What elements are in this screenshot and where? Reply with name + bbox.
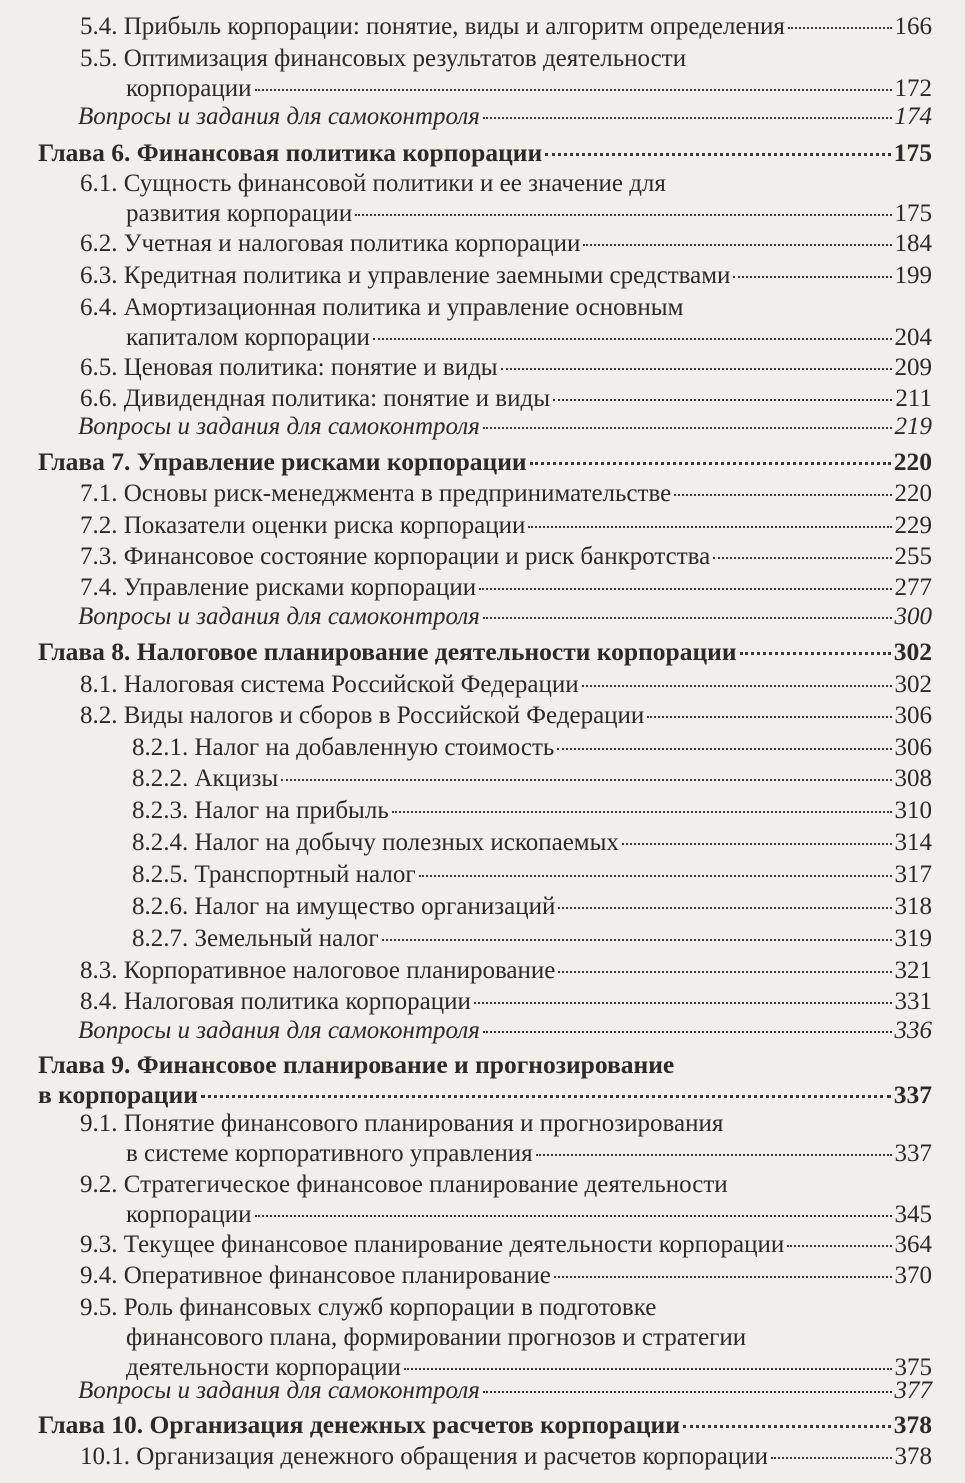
subsection-title: Налог на добычу полезных ископаемых [194,829,619,856]
page-number: 310 [894,797,932,824]
toc-entry-9-5[interactable] [80,1293,932,1383]
subsection-number: 8.2.5. [132,861,189,888]
dot-leader [483,1031,892,1033]
section-title: корпорации [126,75,252,102]
toc-entry-8-2-5[interactable] [132,860,932,890]
section-title: Учетная и налоговая политика корпорации [123,230,581,257]
dot-leader [771,1457,891,1459]
section-number: 7.1. [80,480,118,507]
toc-entry-8-2-7[interactable] [132,924,932,954]
toc-questions-ch8[interactable] [78,1016,932,1046]
page-number: 229 [894,512,932,539]
page-number: 321 [894,957,932,984]
section-number: 5.5. [80,45,118,72]
chapter-title: в корпорации [38,1080,198,1109]
section-title: Виды налогов и сборов в Российской Федерации [123,702,645,729]
section-title-line1: Амортизационная политика и управление основным [123,294,684,321]
dot-leader [683,1425,891,1428]
page-number: 375 [894,1354,932,1381]
section-title: Организация денежного обращения и расчетов корпорации [136,1443,769,1470]
dot-leader [392,811,892,813]
page-number: 306 [894,734,932,761]
dot-leader [545,153,891,156]
toc-entry-6-4[interactable] [80,293,932,353]
section-title: Кредитная политика и управление заемными средствами [123,262,731,289]
dot-leader [528,526,891,528]
page-number: 175 [893,138,932,167]
chapter-title: Глава 6. Финансовая политика корпорации [38,138,543,167]
page-number: 302 [894,671,932,698]
dot-leader [536,1154,892,1156]
section-number: 9.4. [80,1262,118,1289]
section-number: 6.3. [80,262,118,289]
page-number: 199 [894,262,932,289]
dot-leader [558,971,891,973]
page-number: 336 [894,1017,932,1044]
section-title: Основы риск-менеджмента в предпринимательстве [123,480,672,507]
toc-chapter-8[interactable] [38,637,932,667]
chapter-title: Глава 7. Управление рисками корпорации [38,447,527,476]
page-number: 300 [894,603,932,630]
questions-title: Вопросы и задания для самоконтроля [78,603,480,630]
dot-leader [419,875,892,877]
dot-leader [557,748,891,750]
section-title-line1: Роль финансовых служб корпорации в подготовке [123,1294,657,1321]
toc-entry-8-2-1[interactable] [132,733,932,763]
page-number: 172 [894,75,932,102]
toc-questions-ch5[interactable] [78,102,932,132]
questions-title: Вопросы и задания для самоконтроля [78,1017,480,1044]
section-number: 9.5. [80,1294,118,1321]
section-title: капиталом корпорации [126,324,370,351]
section-number: 7.4. [80,574,118,601]
toc-entry-6-2[interactable] [80,229,932,259]
dot-leader [474,1002,892,1004]
toc-entry-8-4[interactable] [80,987,932,1017]
subsection-title: Налог на прибыль [194,797,389,824]
toc-entry-8-2-6[interactable] [132,892,932,922]
section-number: 5.4. [80,13,118,40]
page-number: 174 [894,103,932,130]
section-number: 7.3. [80,543,118,570]
page-number: 378 [893,1410,932,1439]
dot-leader [674,494,891,496]
chapter-title: Глава 10. Организация денежных расчетов корпорации [38,1410,680,1439]
toc-chapter-10[interactable] [38,1410,932,1440]
toc-entry-9-1[interactable] [80,1109,932,1169]
page-number: 377 [894,1377,932,1404]
dot-leader [733,276,891,278]
page-number: 364 [894,1231,932,1258]
subsection-title: Транспортный налог [194,861,416,888]
section-number: 8.4. [80,988,118,1015]
subsection-title: Акцизы [194,765,279,792]
page-number: 255 [894,543,932,570]
section-title: Корпоративное налоговое планирование [123,957,556,984]
section-number: 9.1. [80,1110,118,1137]
section-number: 6.6. [80,385,118,412]
section-number: 6.4. [80,294,118,321]
page-number: 306 [894,702,932,729]
toc-entry-10-1[interactable] [80,1442,932,1472]
page-number: 314 [894,829,932,856]
section-number: 8.2. [80,702,118,729]
section-title: Налоговая политика корпорации [123,988,471,1015]
toc-entry-6-6[interactable] [80,384,932,414]
toc-entry-8-2-2[interactable] [132,764,932,794]
dot-leader [501,368,892,370]
section-title: Дивидендная политика: понятие и виды [123,385,551,412]
page-number: 209 [894,354,932,381]
dot-leader [255,89,892,91]
section-number: 7.2. [80,512,118,539]
toc-entry-7-4[interactable] [80,573,932,603]
section-title: Управление рисками корпорации [123,574,477,601]
page-number: 370 [894,1262,932,1289]
toc-entry-5-4[interactable] [80,12,932,42]
section-number: 8.3. [80,957,118,984]
page-number: 184 [894,230,932,257]
page-number: 337 [893,1080,932,1109]
dot-leader [355,214,891,216]
toc-entry-9-4[interactable] [80,1261,932,1291]
toc-chapter-7[interactable] [38,447,932,477]
page-number: 220 [893,447,932,476]
page-number: 166 [894,13,932,40]
page-number: 317 [894,861,932,888]
dot-leader [382,939,892,941]
section-title: Оперативное финансовое планирование [123,1262,551,1289]
section-number: 9.2. [80,1171,118,1198]
section-title: развития корпорации [126,200,353,227]
toc-entry-7-1[interactable] [80,479,932,509]
toc-entry-9-3[interactable] [80,1230,932,1260]
dot-leader [530,462,891,465]
dot-leader [404,1368,892,1370]
section-number: 6.1. [80,170,118,197]
dot-leader [479,588,891,590]
page-number: 345 [894,1201,932,1228]
dot-leader [255,1215,892,1217]
questions-title: Вопросы и задания для самоконтроля [78,103,480,130]
section-title: Ценовая политика: понятие и виды [123,354,498,381]
section-title: деятельности корпорации [126,1354,401,1381]
dot-leader [740,652,891,655]
page-number: 331 [894,988,932,1015]
toc-entry-8-2-4[interactable] [132,828,932,858]
dot-leader [788,27,892,29]
page-number: 220 [894,480,932,507]
toc-chapter-9[interactable] [38,1050,932,1110]
section-title: Прибыль корпорации: понятие, виды и алгоритм определения [123,13,785,40]
dot-leader [582,685,892,687]
toc-entry-5-5[interactable] [80,44,932,104]
toc-entry-6-3[interactable] [80,261,932,291]
subsection-title: Земельный налог [194,925,379,952]
section-title-line1: Оптимизация финансовых результатов деятельности [123,45,687,72]
subsection-number: 8.2.4. [132,829,189,856]
section-number: 6.2. [80,230,118,257]
chapter-title-line1: Глава 9. Финансовое планирование и прогнозирование [38,1050,675,1079]
toc-chapter-6[interactable] [38,138,932,168]
dot-leader [787,1245,891,1247]
section-title: Налоговая система Российской Федерации [123,671,579,698]
subsection-number: 8.2.1. [132,734,189,761]
subsection-title: Налог на имущество организаций [194,893,556,920]
section-title-line2: финансового плана, формировании прогнозов и стратегии [126,1324,747,1351]
page-number: 308 [894,765,932,792]
section-title: Финансовое состояние корпорации и риск банкротства [123,543,711,570]
toc-questions-ch9[interactable] [78,1376,932,1406]
dot-leader [583,244,891,246]
dot-leader [281,779,891,781]
toc-entry-6-5[interactable] [80,353,932,383]
page-number: 204 [894,324,932,351]
page-number: 378 [894,1443,932,1470]
section-title: корпорации [126,1201,252,1228]
dot-leader [647,716,891,718]
page-number: 319 [894,925,932,952]
section-number: 6.5. [80,354,118,381]
subsection-title: Налог на добавленную стоимость [194,734,555,761]
toc-entry-7-3[interactable] [80,542,932,572]
dot-leader [483,117,892,119]
subsection-number: 8.2.7. [132,925,189,952]
dot-leader [483,617,892,619]
toc-entry-8-1[interactable] [80,670,932,700]
section-title: Показатели оценки риска корпорации [123,512,526,539]
dot-leader [713,557,891,559]
page-number: 175 [894,200,932,227]
dot-leader [483,1391,892,1393]
dot-leader [373,338,892,340]
dot-leader [622,843,892,845]
dot-leader [558,907,891,909]
section-title-line1: Понятие финансового планирования и прогнозирования [123,1110,724,1137]
subsection-number: 8.2.3. [132,797,189,824]
toc-questions-ch7[interactable] [78,602,932,632]
page-number: 277 [894,574,932,601]
toc-entry-9-2[interactable] [80,1170,932,1230]
toc-entry-6-1[interactable] [80,169,932,229]
section-title: в системе корпоративного управления [126,1140,533,1167]
questions-title: Вопросы и задания для самоконтроля [78,1377,480,1404]
toc-entry-8-2[interactable] [80,701,932,731]
section-number: 9.3. [80,1231,118,1258]
section-title: Текущее финансовое планирование деятельности корпорации [123,1231,785,1258]
section-title-line1: Стратегическое финансовое планирование деятельности [123,1171,728,1198]
page-number: 337 [894,1140,932,1167]
page-number: 219 [894,413,932,440]
chapter-title: Глава 8. Налоговое планирование деятельности корпорации [38,637,737,666]
section-number: 8.1. [80,671,118,698]
page-number: 211 [895,385,932,412]
questions-title: Вопросы и задания для самоконтроля [78,413,480,440]
section-title-line1: Сущность финансовой политики и ее значение для [123,170,666,197]
subsection-number: 8.2.6. [132,893,189,920]
subsection-number: 8.2.2. [132,765,189,792]
toc-questions-ch6[interactable] [78,412,932,442]
dot-leader [201,1095,891,1098]
toc-entry-7-2[interactable] [80,511,932,541]
dot-leader [483,427,892,429]
toc-entry-8-2-3[interactable] [132,796,932,826]
toc-entry-8-3[interactable] [80,956,932,986]
page-number: 302 [893,637,932,666]
dot-leader [554,1276,892,1278]
dot-leader [553,399,892,401]
section-number: 10.1. [80,1443,130,1470]
page-number: 318 [894,893,932,920]
